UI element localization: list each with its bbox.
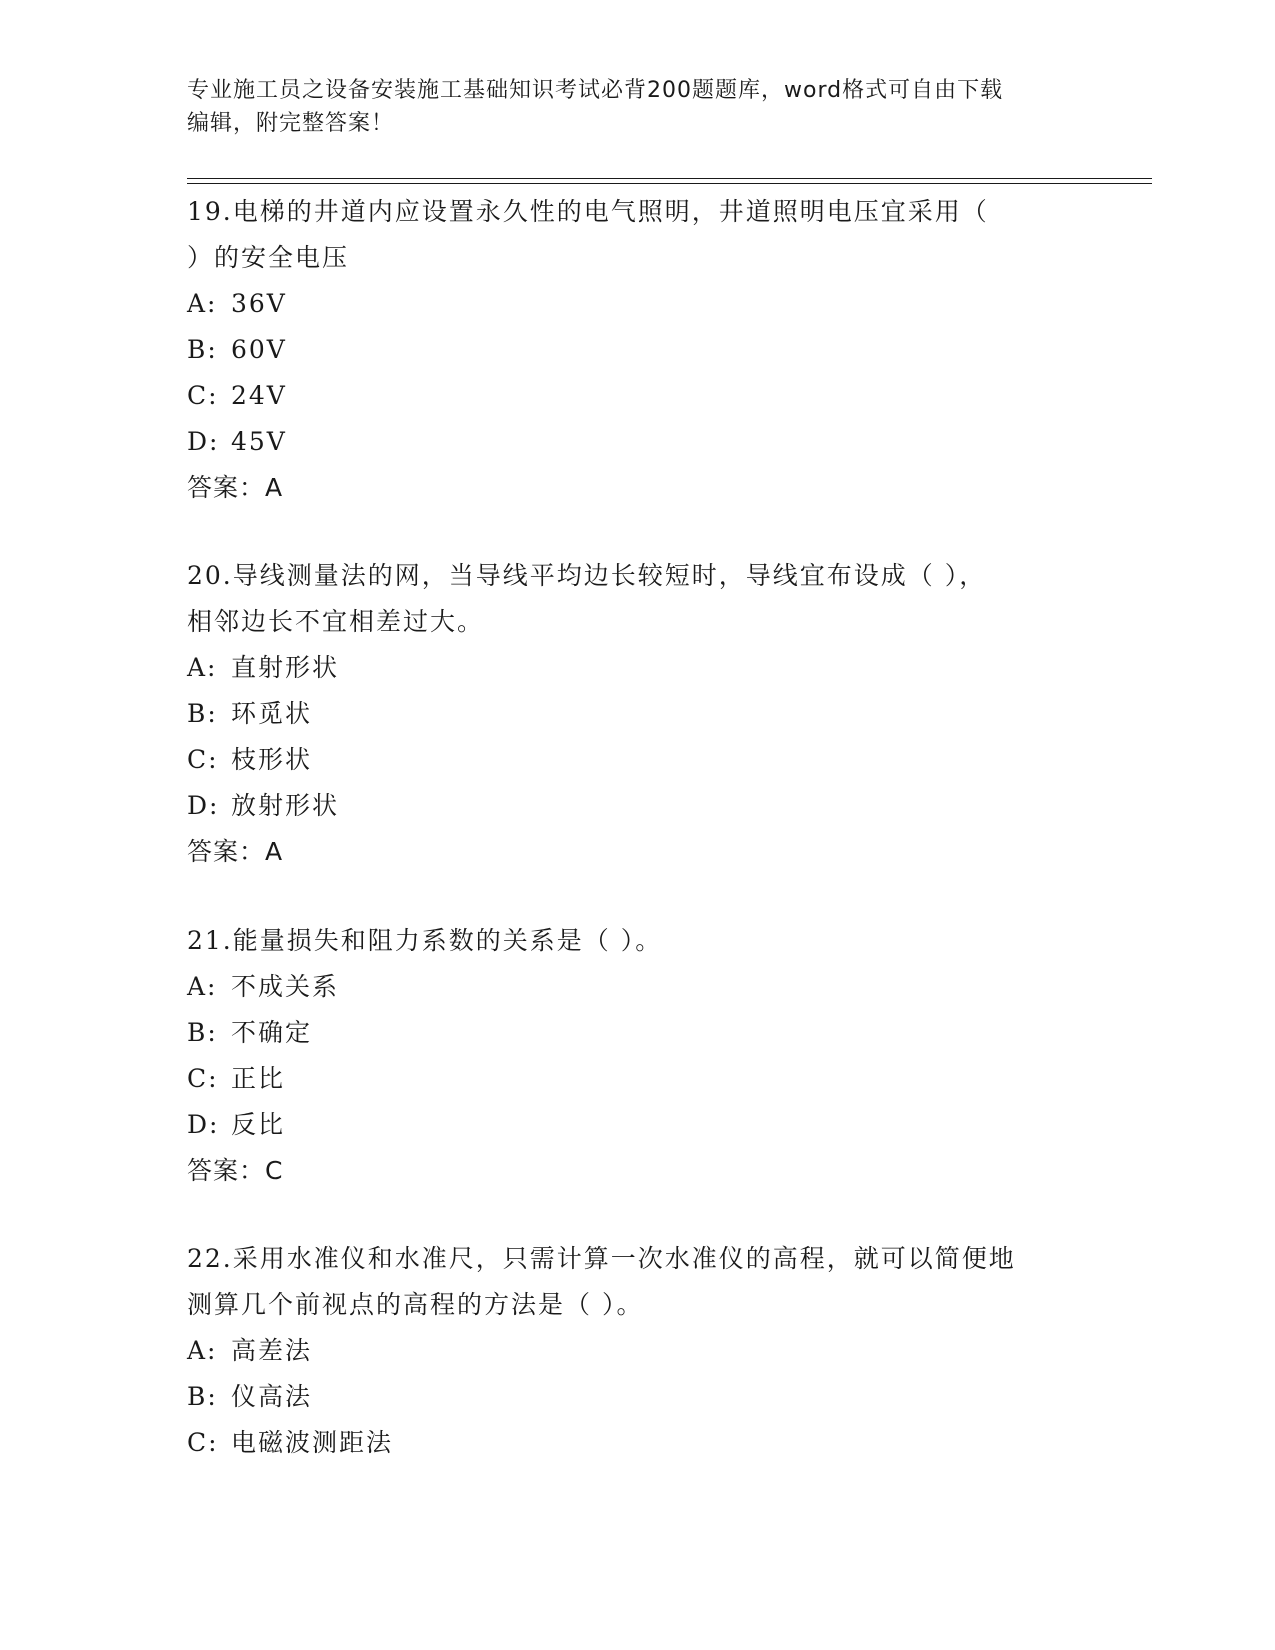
option-letter: A: [187, 289, 218, 318]
option-letter: B: [187, 699, 218, 728]
question-22 [187, 1236, 1087, 1466]
option-text: 直射形状 [231, 653, 340, 682]
question-stem-line: 19.电梯的井道内应设置永久性的电气照明，井道照明电压宜采用（ [187, 197, 989, 226]
option-c [187, 1056, 1087, 1102]
question-20 [187, 553, 1087, 875]
option-text: 36V [231, 289, 287, 318]
option-letter: C: [187, 1064, 219, 1093]
option-d [187, 1102, 1087, 1148]
option-letter: B: [187, 1382, 218, 1411]
option-letter: C: [187, 381, 219, 410]
answer-line: 答案：A [187, 837, 284, 866]
option-text: 电磁波测距法 [231, 1428, 394, 1457]
option-b [187, 1374, 1087, 1420]
question-stem-line: 相邻边长不宜相差过大。 [187, 607, 485, 636]
question-19 [187, 189, 1087, 511]
option-text: 反比 [231, 1110, 286, 1139]
question-stem-line: 21.能量损失和阻力系数的关系是（ ）。 [187, 926, 663, 955]
option-letter: A: [187, 1336, 218, 1365]
option-text: 45V [231, 427, 287, 456]
option-letter: D: [187, 1110, 220, 1139]
option-text: 正比 [231, 1064, 286, 1093]
option-text: 放射形状 [231, 791, 340, 820]
option-text: 枝形状 [231, 745, 313, 774]
question-stem-line: 测算几个前视点的高程的方法是（ ）。 [187, 1290, 644, 1319]
option-text: 24V [231, 381, 287, 410]
question-stem-line: 22.采用水准仪和水准尺，只需计算一次水准仪的高程，就可以简便地 [187, 1244, 1016, 1273]
option-b [187, 327, 1087, 373]
option-a [187, 645, 1087, 691]
option-text: 不确定 [231, 1018, 313, 1047]
document-header [187, 74, 1067, 140]
option-letter: A: [187, 972, 218, 1001]
header-line-1: 专业施工员之设备安装施工基础知识考试必背200题题库，word格式可自由下载 [187, 78, 1004, 103]
answer-line: 答案：C [187, 1156, 284, 1185]
question-stem-line: 20.导线测量法的网，当导线平均边长较短时，导线宜布设成（ ）， [187, 561, 987, 590]
question-stem-line: ）的安全电压 [187, 243, 350, 272]
option-b [187, 1010, 1087, 1056]
option-d [187, 783, 1087, 829]
header-line-2: 编辑，附完整答案！ [187, 111, 395, 136]
option-c [187, 373, 1087, 419]
option-a [187, 964, 1087, 1010]
option-letter: B: [187, 335, 218, 364]
option-d [187, 419, 1087, 465]
header-divider-top [187, 178, 1152, 179]
answer-line: 答案：A [187, 473, 284, 502]
option-text: 仪高法 [231, 1382, 313, 1411]
option-text: 环觅状 [231, 699, 313, 728]
option-text: 不成关系 [231, 972, 340, 1001]
option-c [187, 737, 1087, 783]
option-b [187, 691, 1087, 737]
option-a [187, 1328, 1087, 1374]
option-letter: A: [187, 653, 218, 682]
option-letter: C: [187, 1428, 219, 1457]
option-c [187, 1420, 1087, 1466]
question-21 [187, 918, 1087, 1194]
option-letter: C: [187, 745, 219, 774]
option-a [187, 281, 1087, 327]
option-letter: B: [187, 1018, 218, 1047]
option-letter: D: [187, 427, 220, 456]
option-text: 高差法 [231, 1336, 313, 1365]
option-text: 60V [231, 335, 287, 364]
option-letter: D: [187, 791, 220, 820]
header-divider-bottom [187, 183, 1152, 184]
